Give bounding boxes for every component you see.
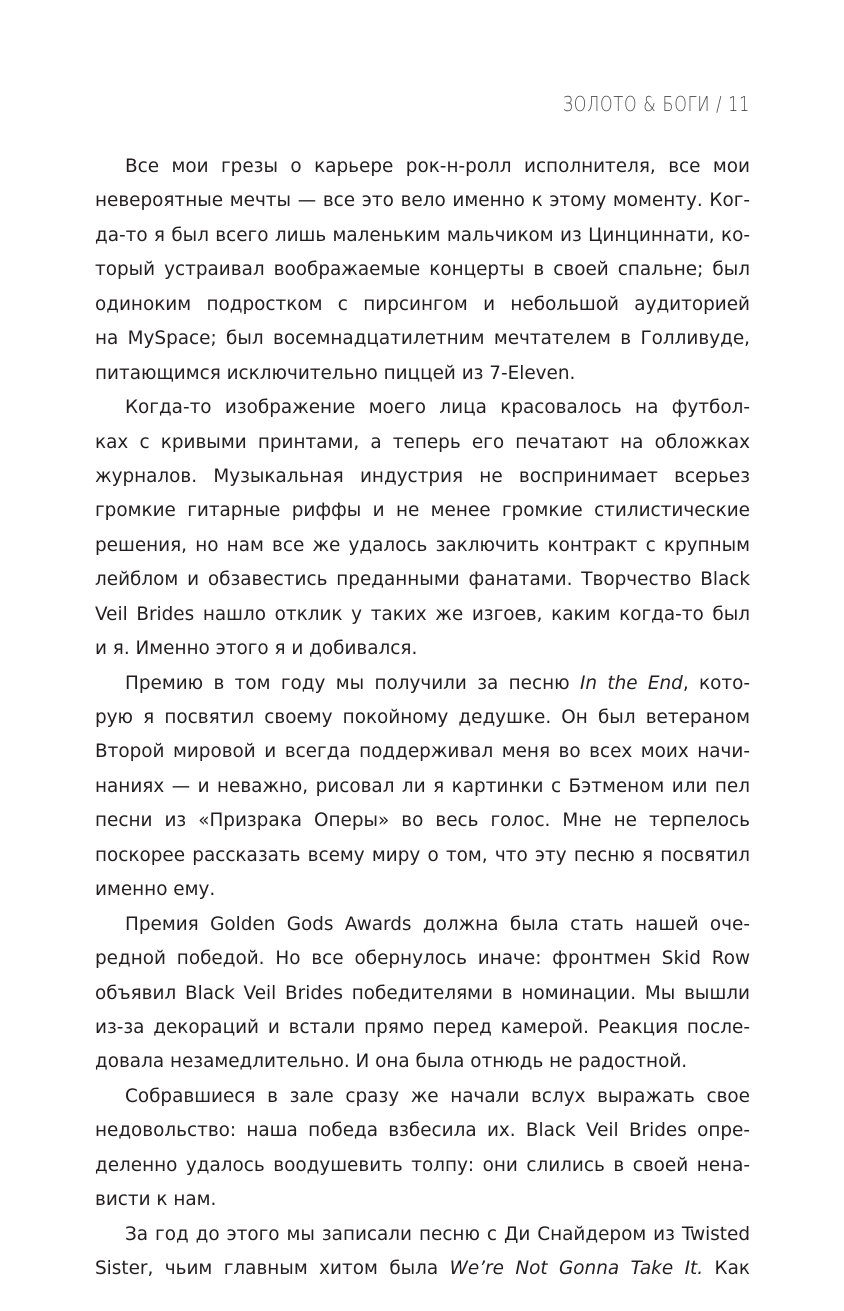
text-line [95, 563, 750, 597]
text-line [95, 184, 750, 218]
text-segment: и я. Именно этого я и добивался. [95, 638, 418, 660]
text-line [95, 1183, 750, 1217]
text-segment: Второй мировой и всегда поддерживал меня во всех моих начи- [95, 741, 750, 763]
text-line [95, 770, 750, 804]
text-line [95, 219, 750, 253]
text-line [95, 529, 750, 563]
text-line [95, 1045, 750, 1079]
text-segment: недовольство: наша победа взбесила их. Black Veil Brides опре- [95, 1120, 750, 1142]
paragraph [95, 667, 750, 908]
paragraph [95, 1218, 750, 1287]
text-line [95, 460, 750, 494]
text-segment: деленно удалось воодушевить толпу: они слились в своей нена- [95, 1154, 750, 1176]
text-segment: Премия Golden Gods Awards должна была стать нашей оче- [125, 913, 750, 935]
body-text [95, 150, 750, 1286]
text-segment: Все мои грезы о карьере рок-н-ролл исполнителя, все мои [125, 156, 750, 177]
text-segment: журналов. Музыкальная индустрия не воспринимает всерьез [95, 465, 750, 487]
text-line [95, 908, 750, 942]
text-line [95, 632, 750, 666]
text-line [95, 1149, 750, 1183]
text-line [95, 977, 750, 1011]
text-line [95, 357, 750, 391]
text-segment: Собравшиеся в зале сразу же начали вслух выражать свое [125, 1085, 750, 1107]
text-line [95, 1080, 750, 1114]
paragraph [95, 908, 750, 1080]
text-line [95, 942, 750, 976]
text-segment: рую я посвятил своему покойному дедушке. Он был ветераном [95, 707, 750, 728]
text-segment: именно ему. [95, 879, 216, 901]
text-segment: да-то я был всего лишь маленьким мальчиком из Цинциннати, ко- [95, 224, 750, 246]
text-line [95, 873, 750, 907]
text-segment: песни из «Призрака Оперы» во весь голос. Мне не терпелось [95, 810, 750, 832]
text-segment: висти к нам. [95, 1189, 217, 1211]
text-segment: довала незамедлительно. И она была отнюдь не радостной. [95, 1051, 688, 1073]
text-segment: лейблом и обзавестись преданными фанатами. Творчество Black [95, 569, 750, 591]
text-line [95, 701, 750, 735]
text-segment: питающимся исключительно пиццей из 7-Eleven. [95, 362, 576, 384]
text-line [95, 322, 750, 356]
text-line [95, 598, 750, 632]
text-line [95, 426, 750, 460]
paragraph [95, 391, 750, 667]
text-line [95, 494, 750, 528]
text-line [95, 839, 750, 873]
text-line [95, 667, 750, 701]
running-header: ЗОЛОТО & БОГИ / 11 [562, 92, 750, 116]
text-segment: поскорее рассказать всему миру о том, что эту песню я посвятил [95, 844, 750, 866]
italic-title: We’re Not Gonna Take It. [449, 1258, 704, 1279]
paragraph [95, 150, 750, 391]
text-segment: Как [703, 1258, 750, 1279]
text-segment: Премию в том году мы получили за песню [125, 672, 580, 694]
paragraph [95, 1080, 750, 1218]
text-segment: редной победой. Но все обернулось иначе: фронтмен Skid Row [95, 948, 750, 970]
text-segment: из-за декораций и встали прямо перед камерой. Реакция после- [95, 1016, 750, 1038]
text-segment: невероятные мечты — все это вело именно к этому моменту. Ког- [95, 190, 750, 212]
text-line [95, 1011, 750, 1045]
text-segment: , кото- [682, 672, 750, 694]
text-line [95, 1114, 750, 1148]
text-line [95, 391, 750, 425]
text-line [95, 288, 750, 322]
text-segment: решения, но нам все же удалось заключить контракт с крупным [95, 534, 750, 556]
italic-title: In the End [579, 672, 683, 694]
text-line [95, 150, 750, 184]
text-line [95, 804, 750, 838]
text-line [95, 1218, 750, 1252]
text-segment: торый устраивал воображаемые концерты в своей спальне; был [95, 259, 750, 281]
text-segment: наниях — и неважно, рисовал ли я картинки с Бэтменом или пел [95, 775, 750, 797]
text-line [95, 735, 750, 769]
text-segment: на MySpace; был восемнадцатилетним мечтателем в Голливуде, [95, 328, 750, 350]
text-line [95, 1252, 750, 1286]
text-segment: Sister, чьим главным хитом была [95, 1258, 450, 1279]
text-segment: одиноким подростком с пирсингом и небольшой аудиторией [95, 293, 750, 315]
text-segment: ках с кривыми принтами, а теперь его печатают на обложках [95, 431, 750, 453]
text-line [95, 253, 750, 287]
text-segment: Когда-то изображение моего лица красовалось на футбол- [125, 397, 750, 419]
text-segment: объявил Black Veil Brides победителями в номинации. Мы вышли [95, 982, 750, 1004]
text-segment: громкие гитарные риффы и не менее громкие стилистические [95, 500, 750, 522]
text-segment: Veil Brides нашло отклик у таких же изгоев, каким когда-то был [95, 603, 750, 625]
text-segment: За год до этого мы записали песню с Ди Снайдером из Twisted [125, 1223, 750, 1245]
